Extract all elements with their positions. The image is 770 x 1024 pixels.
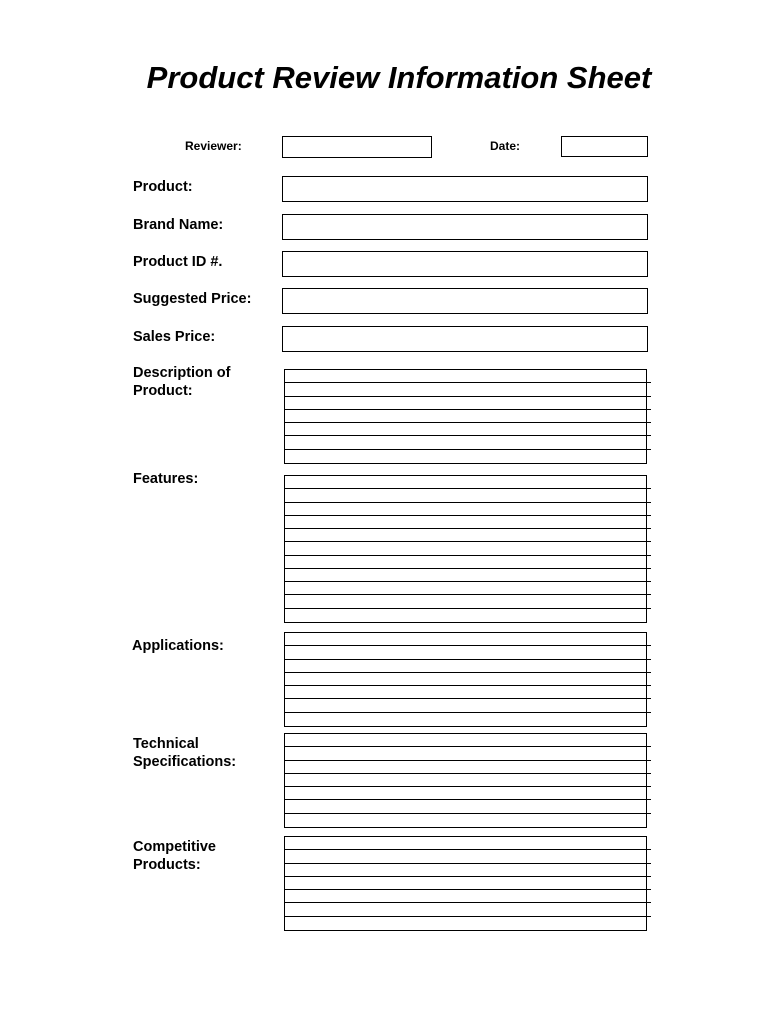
ruled-line <box>284 712 651 713</box>
applications-label: Applications: <box>132 638 224 654</box>
ruled-line <box>284 594 651 595</box>
page-title: Product Review Information Sheet <box>146 60 652 95</box>
ruled-line <box>284 760 651 761</box>
description-lined-area[interactable] <box>284 369 647 464</box>
ruled-line <box>284 773 651 774</box>
applications-lined-area[interactable] <box>284 632 647 727</box>
reviewer-label: Reviewer: <box>185 139 242 153</box>
brand-name-field[interactable] <box>282 214 648 240</box>
description-label: Description of Product: <box>133 365 231 399</box>
ruled-line <box>284 581 651 582</box>
ruled-line <box>284 382 651 383</box>
ruled-line <box>284 422 651 423</box>
ruled-line <box>284 528 651 529</box>
ruled-line <box>284 515 651 516</box>
features-label: Features: <box>133 471 199 487</box>
ruled-line <box>284 849 651 850</box>
suggested-price-label: Suggested Price: <box>133 291 252 307</box>
features-lined-area[interactable] <box>284 475 647 623</box>
ruled-line <box>284 645 651 646</box>
competitive-products-label: Competitive Products: <box>133 839 216 873</box>
sales-price-label: Sales Price: <box>133 329 216 345</box>
ruled-line <box>284 889 651 890</box>
ruled-line <box>284 685 651 686</box>
sales-price-field[interactable] <box>282 326 648 352</box>
date-field[interactable] <box>561 136 648 157</box>
ruled-line <box>284 541 651 542</box>
ruled-line <box>284 746 651 747</box>
brand-name-label: Brand Name: <box>133 217 224 233</box>
reviewer-field[interactable] <box>282 136 432 158</box>
product-field[interactable] <box>282 176 648 202</box>
ruled-line <box>284 902 651 903</box>
product-id-field[interactable] <box>282 251 648 277</box>
ruled-line <box>284 876 651 877</box>
ruled-line <box>284 502 651 503</box>
ruled-line <box>284 698 651 699</box>
ruled-line <box>284 863 651 864</box>
ruled-line <box>284 409 651 410</box>
date-label: Date: <box>490 139 521 153</box>
ruled-line <box>284 813 651 814</box>
ruled-line <box>284 396 651 397</box>
ruled-line <box>284 555 651 556</box>
ruled-line <box>284 799 651 800</box>
ruled-line <box>284 568 651 569</box>
ruled-line <box>284 608 651 609</box>
ruled-line <box>284 786 651 787</box>
ruled-line <box>284 488 651 489</box>
ruled-line <box>284 916 651 917</box>
ruled-line <box>284 435 651 436</box>
technical-specifications-lined-area[interactable] <box>284 733 647 828</box>
product-label: Product: <box>133 179 193 195</box>
technical-specifications-label: Technical Specifications: <box>133 736 237 770</box>
ruled-line <box>284 659 651 660</box>
ruled-line <box>284 449 651 450</box>
competitive-products-lined-area[interactable] <box>284 836 647 931</box>
ruled-line <box>284 672 651 673</box>
product-id-label: Product ID #. <box>133 254 223 270</box>
suggested-price-field[interactable] <box>282 288 648 314</box>
